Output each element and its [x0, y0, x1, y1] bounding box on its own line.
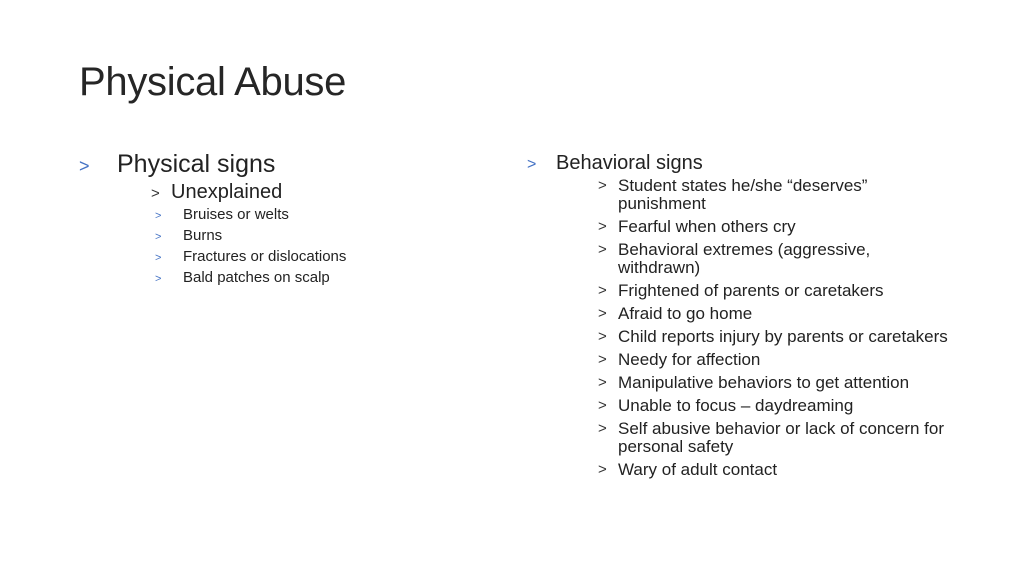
- physical-signs-heading: Physical signs: [117, 150, 276, 178]
- chevron-right-icon: >: [155, 210, 162, 222]
- list-item: [155, 204, 479, 225]
- list-item: [155, 246, 479, 267]
- chevron-right-icon: >: [598, 177, 607, 194]
- chevron-right-icon: >: [598, 328, 607, 345]
- chevron-right-icon: >: [598, 351, 607, 368]
- list-item: [598, 305, 967, 323]
- chevron-right-icon: >: [151, 185, 160, 202]
- list-item: [598, 177, 967, 213]
- list-item-text: Unable to focus – daydreaming: [618, 396, 854, 415]
- left-column: [79, 150, 479, 288]
- list-item: [155, 225, 479, 246]
- behavioral-signs-heading: Behavioral signs: [556, 152, 703, 174]
- chevron-right-icon: >: [598, 420, 607, 437]
- unexplained-bullet: [151, 181, 479, 204]
- list-item: [598, 461, 967, 479]
- list-item-text: Burns: [183, 227, 223, 244]
- chevron-right-icon: >: [598, 397, 607, 414]
- list-item-text: Manipulative behaviors to get attention: [618, 373, 910, 392]
- slide-title: Physical Abuse: [79, 60, 347, 104]
- list-item: [598, 397, 967, 415]
- list-item-text: Child reports injury by parents or caretakers: [618, 327, 948, 346]
- list-item-text: Self abusive behavior or lack of concern for personal safety: [618, 419, 945, 456]
- list-item-text: Afraid to go home: [618, 304, 753, 323]
- list-item: [598, 328, 967, 346]
- behavioral-signs-bullet: [527, 152, 967, 175]
- list-item-text: Student states he/she “deserves” punishment: [618, 176, 868, 213]
- list-item-text: Fractures or dislocations: [183, 248, 347, 265]
- chevron-right-icon: >: [598, 241, 607, 258]
- physical-signs-bullet: [79, 150, 479, 179]
- chevron-right-icon: >: [598, 218, 607, 235]
- list-item-text: Fearful when others cry: [618, 217, 796, 236]
- right-column: [527, 152, 967, 484]
- chevron-right-icon: >: [155, 273, 162, 285]
- list-item: [598, 351, 967, 369]
- list-item: [598, 420, 967, 456]
- chevron-right-icon: >: [155, 252, 162, 264]
- chevron-right-icon: >: [155, 231, 162, 243]
- list-item-text: Wary of adult contact: [618, 460, 778, 479]
- list-item-text: Frightened of parents or caretakers: [618, 281, 884, 300]
- unexplained-subheading: Unexplained: [171, 181, 283, 203]
- chevron-right-icon: >: [598, 282, 607, 299]
- chevron-right-icon: >: [598, 305, 607, 322]
- list-item-text: Bruises or welts: [183, 206, 289, 223]
- chevron-right-icon: >: [79, 156, 90, 176]
- list-item: [598, 374, 967, 392]
- list-item-text: Needy for affection: [618, 350, 761, 369]
- behavioral-signs-list: [598, 177, 967, 479]
- chevron-right-icon: >: [598, 374, 607, 391]
- list-item: [598, 282, 967, 300]
- list-item: [155, 267, 479, 288]
- list-item: [598, 218, 967, 236]
- chevron-right-icon: >: [598, 461, 607, 478]
- list-item-text: Bald patches on scalp: [183, 269, 330, 286]
- list-item-text: Behavioral extremes (aggressive, withdrawn): [618, 240, 871, 277]
- list-item: [598, 241, 967, 277]
- chevron-right-icon: >: [527, 156, 537, 173]
